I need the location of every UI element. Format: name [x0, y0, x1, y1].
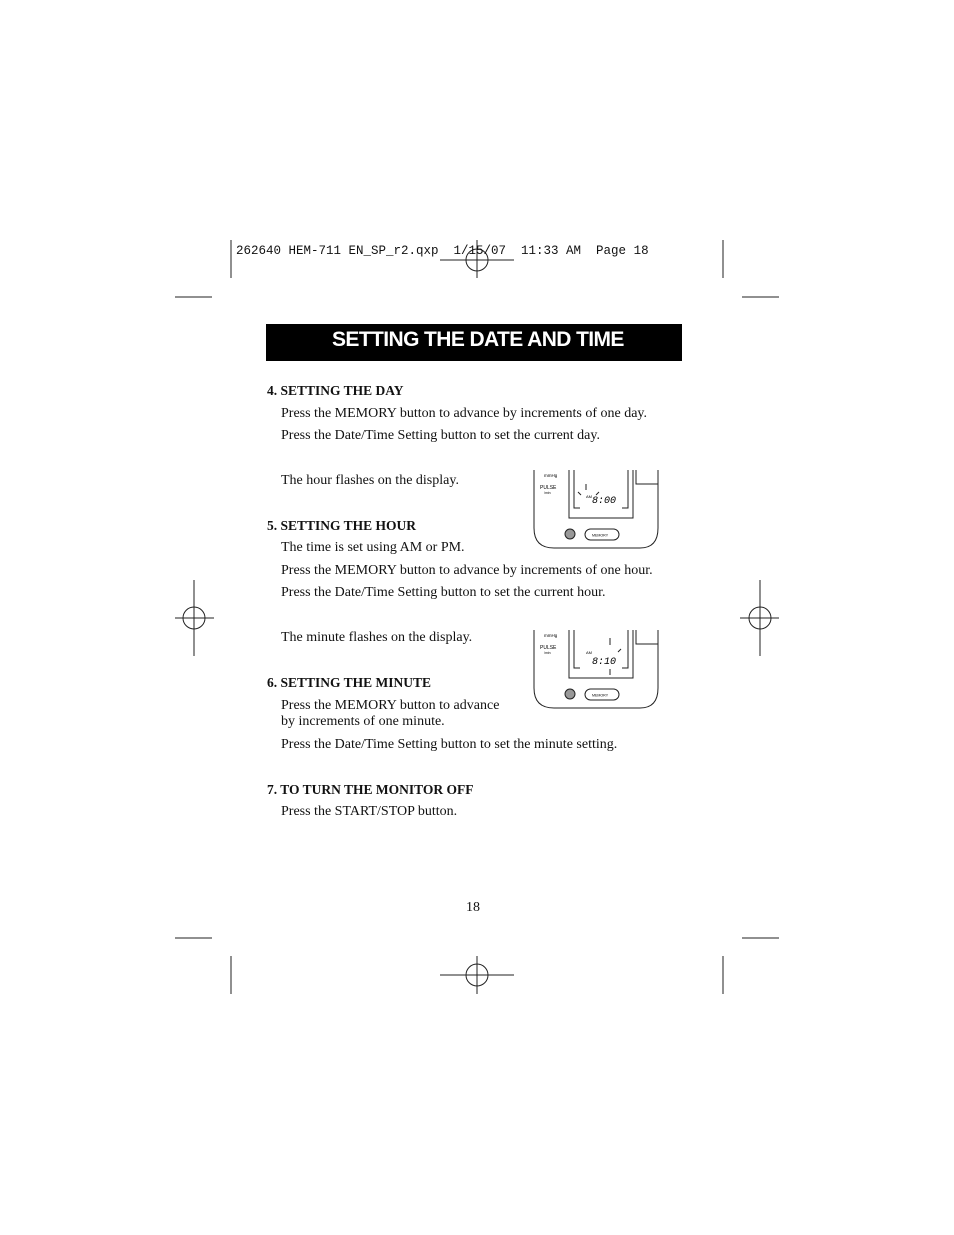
- hour-line-3: Press the Date/Time Setting button to set the current hour.: [281, 585, 606, 600]
- fig1-ampm-label: AM: [586, 494, 592, 499]
- fig1-pulse-label: PULSE: [540, 485, 557, 491]
- off-line-1: Press the START/STOP button.: [281, 804, 458, 819]
- section-heading-day: 4. SETTING THE DAY: [267, 383, 404, 398]
- fig2-time-readout: 8:10: [592, 657, 617, 668]
- hour-note: The minute flashes on the display.: [281, 630, 473, 645]
- minute-line-2: by increments of one minute.: [281, 714, 445, 729]
- minute-line-3: Press the Date/Time Setting button to set the minute setting.: [281, 737, 618, 752]
- hour-line-1: The time is set using AM or PM.: [281, 540, 465, 555]
- day-line-1: Press the MEMORY button to advance by increments of one day.: [281, 406, 648, 421]
- section-heading-off: 7. TO TURN THE MONITOR OFF: [267, 782, 474, 797]
- file-slug-line: 262640 HEM-711 EN_SP_r2.qxp 1/15/07 11:33 AM Page 18: [236, 244, 649, 258]
- day-line-2: Press the Date/Time Setting button to set the current day.: [281, 428, 600, 443]
- fig1-memory-button-label: MEMORY: [592, 533, 609, 538]
- monitor-display-hour-figure: [532, 468, 662, 550]
- section-heading-minute: 6. SETTING THE MINUTE: [267, 675, 432, 690]
- fig1-mmhg-label: mmHg: [544, 473, 558, 478]
- fig1-pulse-unit: /min: [544, 491, 551, 495]
- fig2-pulse-label: PULSE: [540, 645, 557, 651]
- fig2-memory-button-label: MEMORY: [592, 693, 609, 698]
- section-heading-hour: 5. SETTING THE HOUR: [267, 518, 417, 533]
- fig1-time-readout: 8:00: [592, 496, 617, 507]
- page-title: SETTING THE DATE AND TIME: [332, 328, 624, 351]
- fig2-pulse-unit: /min: [544, 651, 551, 655]
- day-note: The hour flashes on the display.: [281, 473, 459, 488]
- page-number: 18: [466, 900, 480, 915]
- fig2-mmhg-label: mmHg: [544, 633, 558, 638]
- monitor-display-minute-figure: [532, 628, 662, 710]
- hour-line-2: Press the MEMORY button to advance by increments of one hour.: [281, 563, 653, 578]
- title-banner: [266, 324, 682, 361]
- fig2-ampm-label: AM: [586, 650, 592, 655]
- minute-line-1: Press the MEMORY button to advance: [281, 698, 500, 713]
